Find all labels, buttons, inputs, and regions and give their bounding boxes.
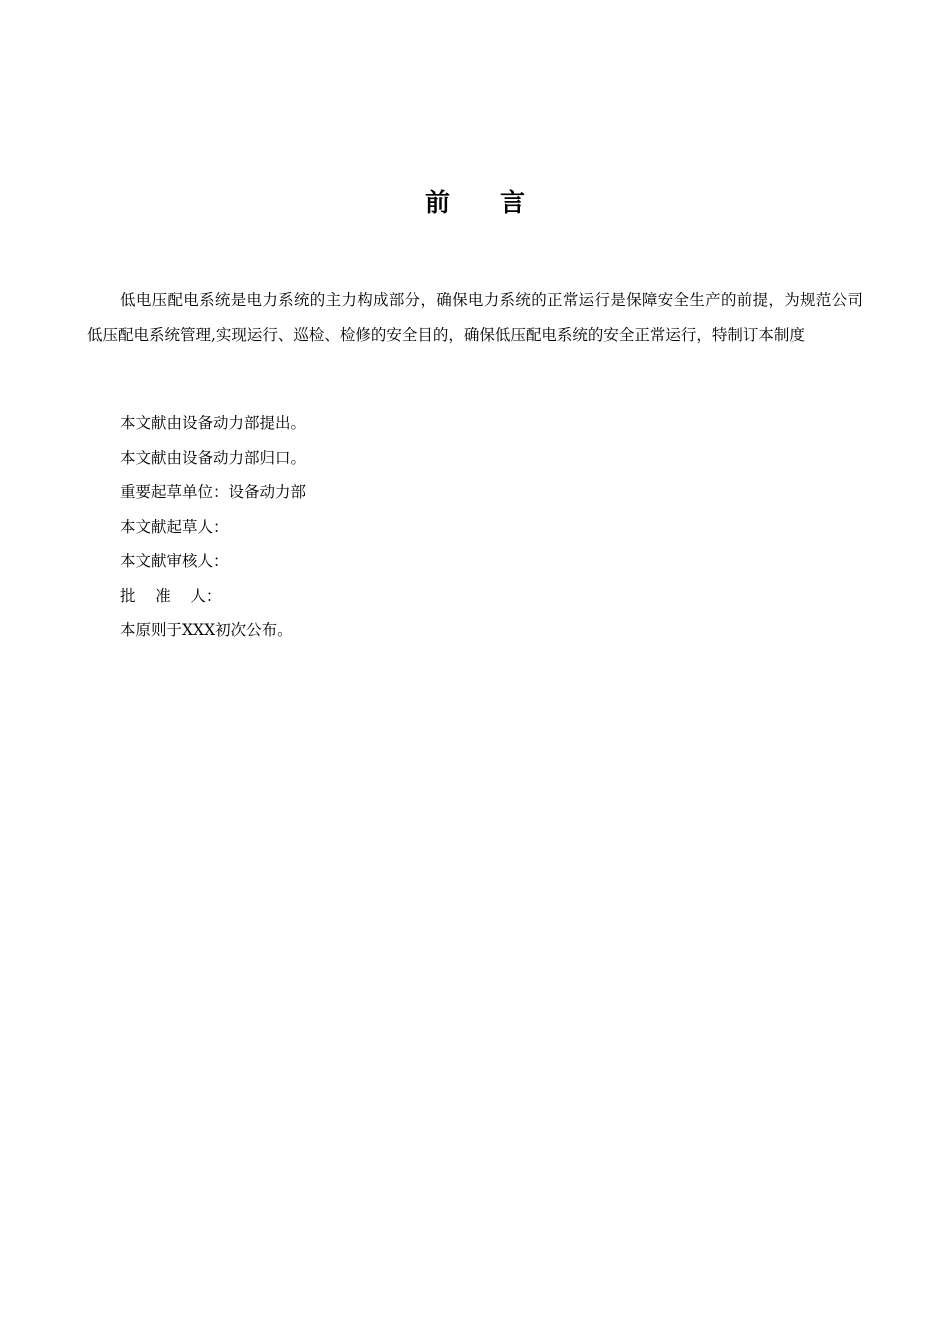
page-title: 前言 xyxy=(424,188,575,217)
meta-line-drafting-unit: 重要起草单位：设备动力部 xyxy=(120,483,307,501)
meta-line-administrator: 本文献由设备动力部归口。 xyxy=(120,448,307,467)
meta-line-drafter: 本文献起草人： xyxy=(120,517,229,536)
meta-line-publication: 本原则于XXX初次公布。 xyxy=(120,621,293,639)
meta-line-proposer: 本文献由设备动力部提出。 xyxy=(120,414,307,432)
meta-line-approver: 批 准 人： xyxy=(120,586,222,605)
document-meta-list xyxy=(120,406,820,648)
meta-line-reviewer: 本文献审核人： xyxy=(120,552,229,570)
intro-paragraph: 低电压配电系统是电力系统的主力构成部分，确保电力系统的正常运行是保障安全生产的前提，为规范公司低压配电系统管理,实现运行、巡检、检修的安全目的，确保低压配电系统的安全正常运行，特制订本制度 xyxy=(87,291,863,344)
